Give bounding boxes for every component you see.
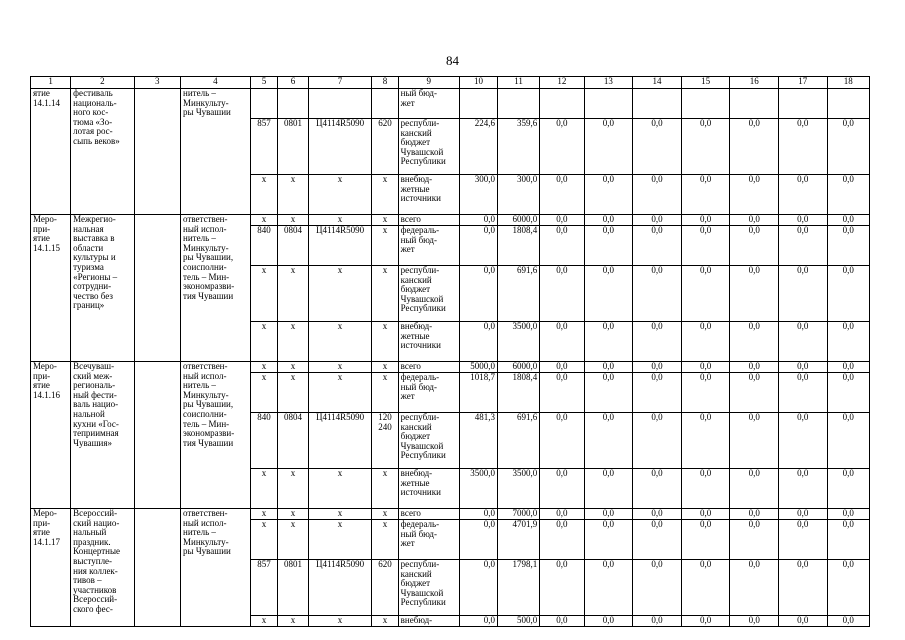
value-cell: 0,0 xyxy=(459,560,497,616)
value-cell: 0,0 xyxy=(778,373,827,413)
expense-type-cell: x xyxy=(372,469,398,509)
value-cell: 0,0 xyxy=(584,413,633,469)
value-cell: 0,0 xyxy=(827,413,869,469)
source-cell: ный бюд- жет xyxy=(398,89,459,119)
value-cell xyxy=(633,89,682,119)
table-row xyxy=(31,362,870,373)
value-cell: 0,0 xyxy=(827,509,869,520)
value-cell: 0,0 xyxy=(540,413,584,469)
source-cell: республи- канский бюджет Чувашской Республики xyxy=(398,560,459,616)
value-cell: 0,0 xyxy=(540,226,584,266)
value-cell xyxy=(497,89,539,119)
source-cell: всего xyxy=(398,509,459,520)
source-cell: всего xyxy=(398,215,459,226)
value-cell: 0,0 xyxy=(540,616,584,627)
grbs-cell: x xyxy=(250,266,277,322)
target-article-cell: Ц4114R5090 xyxy=(308,226,371,266)
value-cell: 0,0 xyxy=(827,322,869,362)
value-cell: 0,0 xyxy=(778,175,827,215)
expense-type-cell: 120 240 xyxy=(372,413,398,469)
expense-type-cell: x xyxy=(372,322,398,362)
target-article-cell: x xyxy=(308,175,371,215)
value-cell: 0,0 xyxy=(584,119,633,175)
measure-code-cell: Меро- при- ятие 14.1.15 xyxy=(31,215,71,362)
section-cell: x xyxy=(278,362,309,373)
value-cell: 0,0 xyxy=(633,322,682,362)
value-cell: 0,0 xyxy=(778,616,827,627)
value-cell: 0,0 xyxy=(681,413,730,469)
value-cell: 0,0 xyxy=(681,469,730,509)
value-cell: 7000,0 xyxy=(497,509,539,520)
value-cell: 0,0 xyxy=(778,119,827,175)
value-cell: 1018,7 xyxy=(459,373,497,413)
grbs-cell: x xyxy=(250,616,277,627)
value-cell: 0,0 xyxy=(827,362,869,373)
value-cell: 481,3 xyxy=(459,413,497,469)
grbs-cell: x xyxy=(250,509,277,520)
source-cell: республи- канский бюджет Чувашской Республики xyxy=(398,413,459,469)
source-cell: всего xyxy=(398,362,459,373)
header-cell: 17 xyxy=(778,77,827,89)
value-cell: 224,6 xyxy=(459,119,497,175)
value-cell: 0,0 xyxy=(540,509,584,520)
measure-code-cell: Меро- при- ятие 14.1.17 xyxy=(31,509,71,627)
source-cell: республи- канский бюджет Чувашской Республики xyxy=(398,119,459,175)
budget-table xyxy=(30,76,870,627)
value-cell: 0,0 xyxy=(681,322,730,362)
value-cell: 0,0 xyxy=(540,520,584,560)
value-cell: 500,0 xyxy=(497,616,539,627)
expense-type-cell: x xyxy=(372,616,398,627)
value-cell: 0,0 xyxy=(730,616,779,627)
value-cell: 3500,0 xyxy=(459,469,497,509)
value-cell xyxy=(681,89,730,119)
value-cell: 0,0 xyxy=(730,266,779,322)
value-cell: 0,0 xyxy=(681,616,730,627)
header-cell: 9 xyxy=(398,77,459,89)
target-article-cell: Ц4114R5090 xyxy=(308,413,371,469)
value-cell: 0,0 xyxy=(584,266,633,322)
grbs-cell: 857 xyxy=(250,119,277,175)
value-cell: 0,0 xyxy=(584,616,633,627)
value-cell: 0,0 xyxy=(730,520,779,560)
header-cell: 1 xyxy=(31,77,71,89)
value-cell: 6000,0 xyxy=(497,362,539,373)
target-article-cell: x xyxy=(308,616,371,627)
value-cell: 0,0 xyxy=(827,175,869,215)
value-cell: 0,0 xyxy=(827,469,869,509)
grbs-cell xyxy=(250,89,277,119)
value-cell: 5000,0 xyxy=(459,362,497,373)
grbs-cell: x xyxy=(250,469,277,509)
source-cell: внебюд- xyxy=(398,616,459,627)
table-row xyxy=(31,89,870,119)
empty-cell xyxy=(134,89,180,215)
value-cell: 0,0 xyxy=(459,215,497,226)
value-cell: 0,0 xyxy=(633,469,682,509)
value-cell: 1798,1 xyxy=(497,560,539,616)
value-cell: 0,0 xyxy=(459,226,497,266)
section-cell: x xyxy=(278,616,309,627)
value-cell: 0,0 xyxy=(827,560,869,616)
target-article-cell: x xyxy=(308,373,371,413)
value-cell: 0,0 xyxy=(827,520,869,560)
target-article-cell: x xyxy=(308,215,371,226)
value-cell: 0,0 xyxy=(778,362,827,373)
value-cell: 0,0 xyxy=(584,226,633,266)
value-cell: 0,0 xyxy=(778,560,827,616)
value-cell: 0,0 xyxy=(730,413,779,469)
header-cell: 5 xyxy=(250,77,277,89)
grbs-cell: 840 xyxy=(250,226,277,266)
section-cell: x xyxy=(278,215,309,226)
page-number: 84 xyxy=(446,53,459,68)
executor-cell: нитель – Минкульту- ры Чувашии xyxy=(181,89,251,215)
value-cell: 0,0 xyxy=(778,509,827,520)
header-cell: 8 xyxy=(372,77,398,89)
grbs-cell: x xyxy=(250,175,277,215)
value-cell: 0,0 xyxy=(778,215,827,226)
section-cell: 0804 xyxy=(278,413,309,469)
value-cell: 0,0 xyxy=(459,266,497,322)
executor-cell: ответствен- ный испол- нитель – Минкульту- ры Чувашии, соисполни- тель – Мин- экономразви- тия Чувашии xyxy=(181,362,251,509)
section-cell: 0804 xyxy=(278,226,309,266)
value-cell: 0,0 xyxy=(730,322,779,362)
measure-name-cell: Всечуваш- ский меж- региональ- ный фести- валь нацио- нальной кухни «Гос- теприимная Чувашия» xyxy=(71,362,134,509)
value-cell: 0,0 xyxy=(730,215,779,226)
value-cell: 0,0 xyxy=(730,119,779,175)
value-cell: 0,0 xyxy=(681,215,730,226)
value-cell: 691,6 xyxy=(497,266,539,322)
value-cell: 0,0 xyxy=(778,413,827,469)
header-cell: 13 xyxy=(584,77,633,89)
value-cell: 0,0 xyxy=(827,266,869,322)
section-cell: 0801 xyxy=(278,119,309,175)
value-cell: 0,0 xyxy=(681,175,730,215)
value-cell: 0,0 xyxy=(633,413,682,469)
section-cell: x xyxy=(278,469,309,509)
value-cell: 0,0 xyxy=(540,560,584,616)
value-cell: 0,0 xyxy=(681,520,730,560)
target-article-cell xyxy=(308,89,371,119)
value-cell: 0,0 xyxy=(730,560,779,616)
value-cell: 0,0 xyxy=(584,469,633,509)
value-cell: 0,0 xyxy=(584,175,633,215)
value-cell: 0,0 xyxy=(730,226,779,266)
grbs-cell: x xyxy=(250,215,277,226)
executor-cell: ответствен- ный испол- нитель – Минкульту- ры Чувашии xyxy=(181,509,251,627)
value-cell: 0,0 xyxy=(730,362,779,373)
value-cell: 0,0 xyxy=(540,322,584,362)
expense-type-cell: 620 xyxy=(372,119,398,175)
table-row xyxy=(31,509,870,520)
value-cell: 0,0 xyxy=(730,509,779,520)
section-cell: x xyxy=(278,322,309,362)
value-cell: 0,0 xyxy=(540,373,584,413)
table-body xyxy=(31,77,870,627)
value-cell: 300,0 xyxy=(497,175,539,215)
grbs-cell: 857 xyxy=(250,560,277,616)
value-cell: 0,0 xyxy=(681,266,730,322)
value-cell: 6000,0 xyxy=(497,215,539,226)
header-cell: 10 xyxy=(459,77,497,89)
section-cell: x xyxy=(278,175,309,215)
value-cell: 0,0 xyxy=(459,520,497,560)
header-cell: 11 xyxy=(497,77,539,89)
expense-type-cell xyxy=(372,89,398,119)
value-cell xyxy=(459,89,497,119)
target-article-cell: x xyxy=(308,469,371,509)
value-cell: 0,0 xyxy=(540,119,584,175)
grbs-cell: x xyxy=(250,373,277,413)
value-cell: 3500,0 xyxy=(497,469,539,509)
value-cell: 0,0 xyxy=(681,560,730,616)
target-article-cell: x xyxy=(308,266,371,322)
header-cell: 18 xyxy=(827,77,869,89)
header-cell: 15 xyxy=(681,77,730,89)
value-cell: 0,0 xyxy=(633,373,682,413)
value-cell: 0,0 xyxy=(827,226,869,266)
value-cell: 0,0 xyxy=(681,119,730,175)
value-cell: 0,0 xyxy=(778,322,827,362)
value-cell: 0,0 xyxy=(681,509,730,520)
empty-cell xyxy=(134,215,180,362)
grbs-cell: 840 xyxy=(250,413,277,469)
table-row xyxy=(31,215,870,226)
value-cell: 0,0 xyxy=(459,616,497,627)
value-cell: 0,0 xyxy=(633,520,682,560)
value-cell: 0,0 xyxy=(778,226,827,266)
expense-type-cell: x xyxy=(372,215,398,226)
value-cell xyxy=(730,89,779,119)
grbs-cell: x xyxy=(250,322,277,362)
expense-type-cell: 620 xyxy=(372,560,398,616)
value-cell: 1808,4 xyxy=(497,226,539,266)
source-cell: внебюд- жетные источники xyxy=(398,175,459,215)
expense-type-cell: x xyxy=(372,266,398,322)
section-cell: x xyxy=(278,509,309,520)
value-cell: 0,0 xyxy=(584,560,633,616)
value-cell: 4701,9 xyxy=(497,520,539,560)
value-cell: 0,0 xyxy=(540,215,584,226)
value-cell: 0,0 xyxy=(730,373,779,413)
target-article-cell: x xyxy=(308,520,371,560)
value-cell: 0,0 xyxy=(778,520,827,560)
value-cell: 0,0 xyxy=(540,175,584,215)
measure-name-cell: Всероссий- ский нацио- нальный праздник. Концертные выступле- ния коллек- тивов – участников Всероссий- ского фес- xyxy=(71,509,134,627)
header-cell: 12 xyxy=(540,77,584,89)
value-cell: 0,0 xyxy=(827,373,869,413)
source-cell: республи- канский бюджет Чувашской Республики xyxy=(398,266,459,322)
value-cell: 0,0 xyxy=(584,215,633,226)
value-cell: 0,0 xyxy=(633,215,682,226)
header-cell: 7 xyxy=(308,77,371,89)
value-cell: 1808,4 xyxy=(497,373,539,413)
empty-cell xyxy=(134,362,180,509)
value-cell: 0,0 xyxy=(540,266,584,322)
value-cell: 0,0 xyxy=(730,469,779,509)
value-cell: 0,0 xyxy=(827,215,869,226)
header-row xyxy=(31,77,870,89)
value-cell: 0,0 xyxy=(681,226,730,266)
section-cell: x xyxy=(278,520,309,560)
source-cell: федераль- ный бюд- жет xyxy=(398,226,459,266)
value-cell: 359,6 xyxy=(497,119,539,175)
value-cell: 0,0 xyxy=(584,509,633,520)
value-cell xyxy=(827,89,869,119)
source-cell: внебюд- жетные источники xyxy=(398,469,459,509)
header-cell: 3 xyxy=(134,77,180,89)
value-cell: 0,0 xyxy=(633,175,682,215)
expense-type-cell: x xyxy=(372,520,398,560)
value-cell: 691,6 xyxy=(497,413,539,469)
value-cell: 0,0 xyxy=(584,362,633,373)
expense-type-cell: x xyxy=(372,175,398,215)
value-cell: 0,0 xyxy=(633,266,682,322)
section-cell: x xyxy=(278,373,309,413)
header-cell: 16 xyxy=(730,77,779,89)
value-cell xyxy=(778,89,827,119)
value-cell: 0,0 xyxy=(584,373,633,413)
value-cell: 3500,0 xyxy=(497,322,539,362)
header-cell: 2 xyxy=(71,77,134,89)
source-cell: внебюд- жетные источники xyxy=(398,322,459,362)
source-cell: федераль- ный бюд- жет xyxy=(398,373,459,413)
value-cell: 0,0 xyxy=(633,226,682,266)
value-cell: 0,0 xyxy=(681,373,730,413)
value-cell: 0,0 xyxy=(681,362,730,373)
value-cell: 0,0 xyxy=(540,362,584,373)
measure-name-cell: фестиваль националь- ного кос- тюма «Зо- лотая рос- сыпь веков» xyxy=(71,89,134,215)
value-cell: 0,0 xyxy=(778,469,827,509)
source-cell: федераль- ный бюд- жет xyxy=(398,520,459,560)
header-cell: 14 xyxy=(633,77,682,89)
target-article-cell: x xyxy=(308,509,371,520)
section-cell: 0801 xyxy=(278,560,309,616)
value-cell: 0,0 xyxy=(540,469,584,509)
grbs-cell: x xyxy=(250,362,277,373)
section-cell xyxy=(278,89,309,119)
value-cell xyxy=(540,89,584,119)
value-cell: 0,0 xyxy=(827,119,869,175)
expense-type-cell: x xyxy=(372,373,398,413)
section-cell: x xyxy=(278,266,309,322)
value-cell: 0,0 xyxy=(730,175,779,215)
expense-type-cell: x xyxy=(372,509,398,520)
target-article-cell: x xyxy=(308,322,371,362)
value-cell: 0,0 xyxy=(778,266,827,322)
value-cell: 0,0 xyxy=(633,616,682,627)
value-cell: 0,0 xyxy=(459,322,497,362)
value-cell xyxy=(584,89,633,119)
expense-type-cell: x xyxy=(372,226,398,266)
value-cell: 300,0 xyxy=(459,175,497,215)
target-article-cell: Ц4114R5090 xyxy=(308,560,371,616)
empty-cell xyxy=(134,509,180,627)
value-cell: 0,0 xyxy=(459,509,497,520)
target-article-cell: x xyxy=(308,362,371,373)
value-cell: 0,0 xyxy=(633,119,682,175)
value-cell: 0,0 xyxy=(827,616,869,627)
value-cell: 0,0 xyxy=(584,520,633,560)
value-cell: 0,0 xyxy=(633,509,682,520)
value-cell: 0,0 xyxy=(633,560,682,616)
executor-cell: ответствен- ный испол- нитель – Минкульту- ры Чувашии, соисполни- тель – Мин- экономразви- тия Чувашии xyxy=(181,215,251,362)
target-article-cell: Ц4114R5090 xyxy=(308,119,371,175)
measure-name-cell: Межрегио- нальная выставка в области культуры и туризма «Регионы – сотрудни- чество без границ» xyxy=(71,215,134,362)
measure-code-cell: ятие 14.1.14 xyxy=(31,89,71,215)
value-cell: 0,0 xyxy=(584,322,633,362)
header-cell: 6 xyxy=(278,77,309,89)
expense-type-cell: x xyxy=(372,362,398,373)
header-cell: 4 xyxy=(181,77,251,89)
measure-code-cell: Меро- при- ятие 14.1.16 xyxy=(31,362,71,509)
grbs-cell: x xyxy=(250,520,277,560)
value-cell: 0,0 xyxy=(633,362,682,373)
